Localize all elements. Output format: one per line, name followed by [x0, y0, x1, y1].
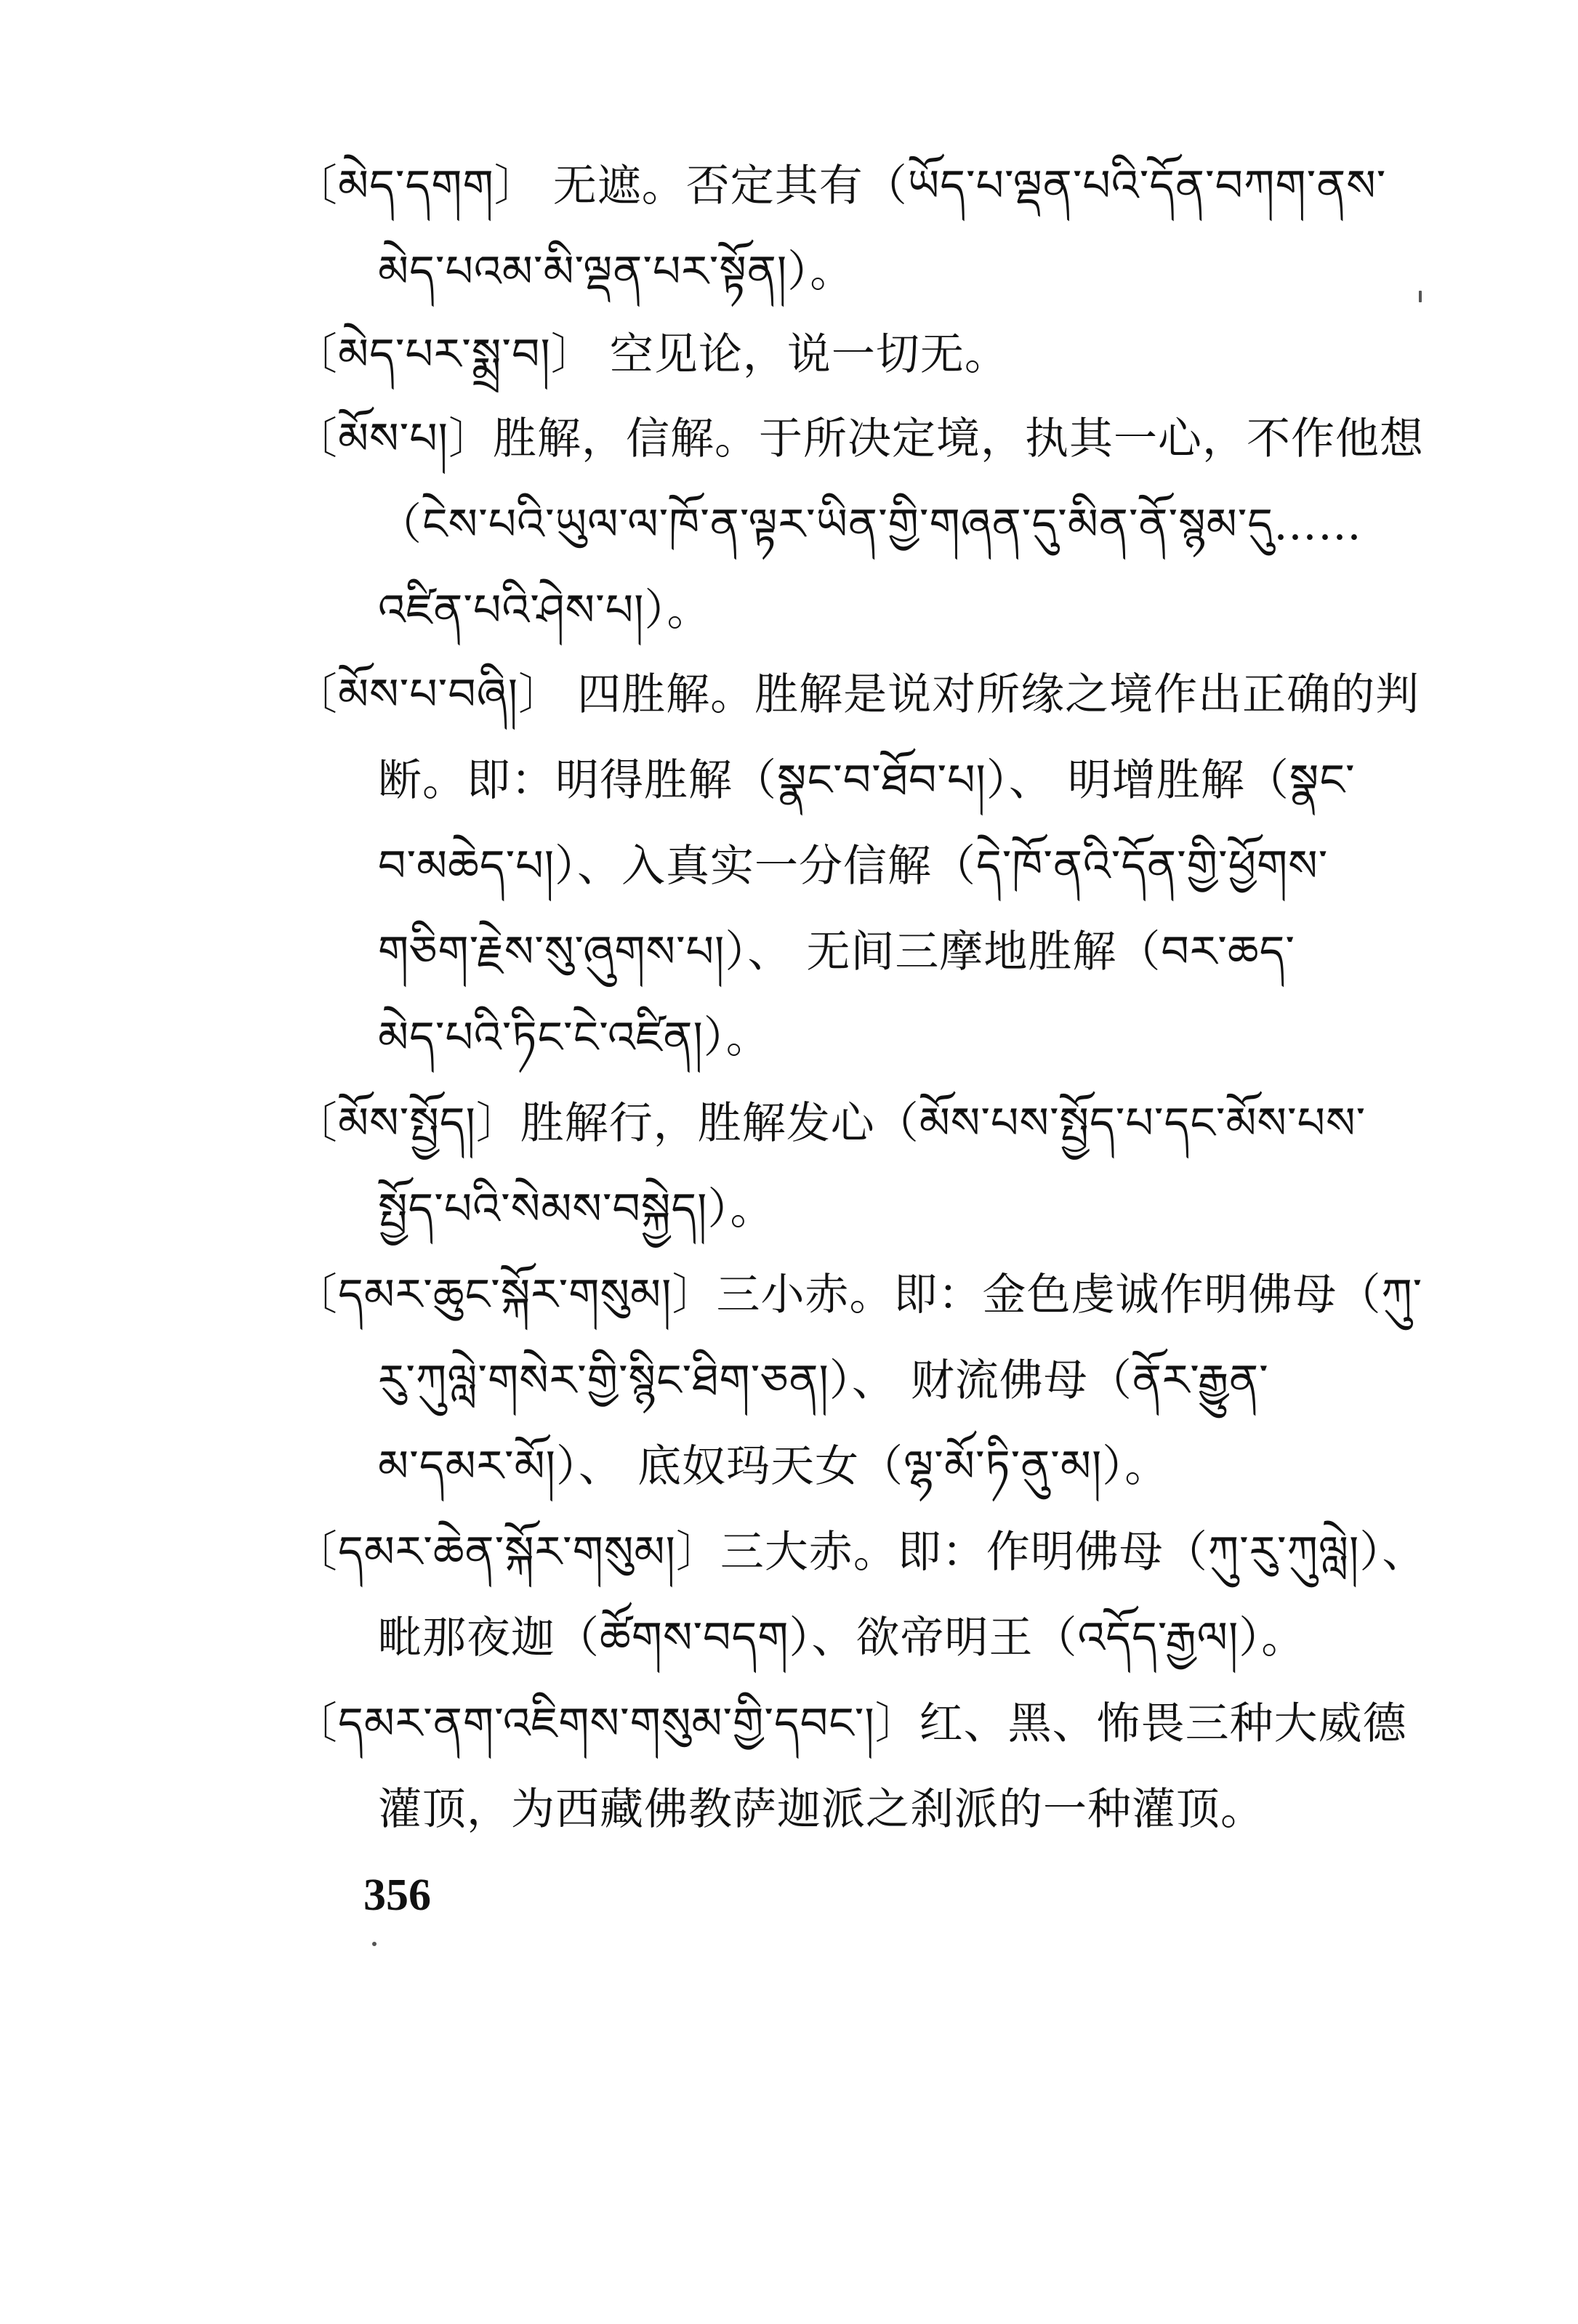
page-number: 356: [363, 1871, 431, 1920]
print-speck: [1419, 291, 1422, 302]
entry-mos-pa-bzhi-line-5: མེད་པའི་ཏིང་ངེ་འཛིན།）。: [378, 1012, 770, 1063]
entry-dmar-chen-line-1: 〔དམར་ཆེན་སྐོར་གསུམ།〕三大赤。即：作明佛母（ཀུ་རུ་ཀུལླེ།）、: [294, 1527, 1427, 1578]
entry-dmar-chen-line-2: 毗那夜迦（ཚོགས་བདག）、欲帝明王（འདོད་རྒྱལ།）。: [378, 1613, 1306, 1663]
entry-mos-pa-bzhi-line-1: 〔མོས་པ་བཞི།〕 四胜解。胜解是说对所缘之境作出正确的判: [294, 669, 1420, 720]
entry-dmar-chung-line-1: 〔དམར་ཆུང་སྐོར་གསུམ།〕三小赤。即：金色虔诚作明佛母（ཀུ་: [294, 1270, 1423, 1320]
entry-med-par-smra-ba: 〔མེད་པར་སྨྲ་བ།〕 空见论，说一切无。: [294, 329, 1009, 380]
entry-mos-pa-bzhi-line-3: བ་མཆེད་པ།）、入真实一分信解（དེ་ཁོ་ནའི་དོན་གྱི་ཕྱོགས་: [378, 841, 1329, 892]
entry-mos-pa-bzhi-line-4: གཅིག་རྗེས་སུ་ཞུགས་པ།）、 无间三摩地胜解（བར་ཆད་: [378, 927, 1295, 977]
entry-mos-pa-line-3: འཛིན་པའི་ཤེས་པ།）。: [378, 585, 712, 636]
entry-dmar-nag-line-1: 〔དམར་ནག་འཇིགས་གསུམ་གྱི་དབང་།〕红、黑、怖畏三种大威德: [294, 1698, 1407, 1749]
entry-mos-pa-line-2: （ངེས་པའི་ཡུལ་ལ་ཁོ་ན་ལྟར་ཡིན་གྱི་གཞན་དུ་མིན་ནོ་སྙམ་དུ……: [378, 499, 1363, 550]
entry-dmar-chung-line-3: མ་དམར་མོ།）、 底奴玛天女（ལྷ་མོ་ཏི་ནུ་མ།）。: [378, 1441, 1170, 1492]
entry-mos-spyod-line-1: 〔མོས་སྤྱོད།〕胜解行，胜解发心（མོས་པས་སྤྱོད་པ་དང་མོས་པས་: [294, 1098, 1366, 1149]
entry-mos-pa-line-1: 〔མོས་པ།〕胜解，信解。于所决定境，执其一心，不作他想: [294, 413, 1424, 464]
entry-dmar-nag-line-2: 灌顶，为西藏佛教萨迦派之刹派的一种灌顶。: [378, 1784, 1265, 1835]
entry-mos-pa-bzhi-line-2: 断。即：明得胜解（སྣང་བ་ཐོབ་པ།）、 明增胜解（སྣང་: [378, 755, 1356, 806]
entry-dmar-chung-line-2: རུ་ཀུལླེ་གསེར་གྱི་སྙིང་ཐིག་ཅན།）、 财流佛母（ནོར་རྒྱུན་: [378, 1355, 1269, 1406]
entry-med-dgag-line-1: 〔མེད་དགག〕 无遮。否定其有（ཡོད་པ་ལྡན་པའི་དོན་བཀག་ནས་: [294, 161, 1387, 211]
entry-mos-spyod-line-2: སྤྱོད་པའི་སེམས་བསྐྱེད།）。: [378, 1184, 775, 1235]
print-speck: [372, 1942, 377, 1946]
entry-med-dgag-line-2: མེད་པའམ་མི་ལྡན་པར་སྟོན།）。: [378, 246, 855, 297]
